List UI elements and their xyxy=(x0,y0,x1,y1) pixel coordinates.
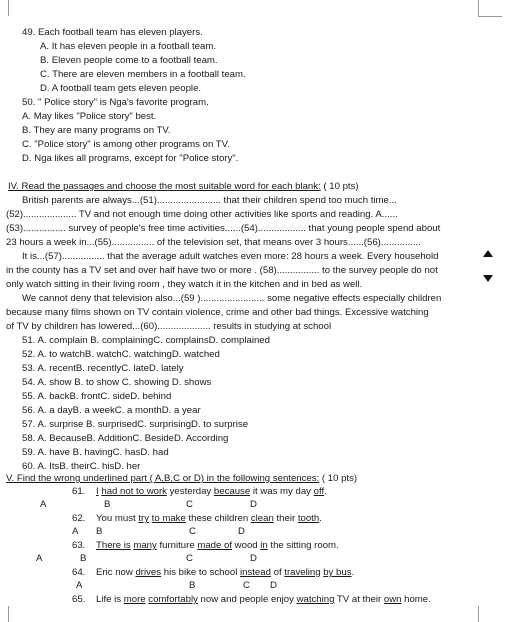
q65-sentence xyxy=(72,594,431,606)
section4-points: ( 10 pts) xyxy=(320,181,359,192)
q49-option-b: B. Eleven people come to a football team. xyxy=(40,55,218,66)
q62-text: these children xyxy=(185,513,251,524)
passage-line: It is...(57)................ that the average adult watches even more: 28 hours a week. Every household xyxy=(22,251,439,262)
q64-text: of xyxy=(270,567,285,578)
q62-text: . xyxy=(319,513,322,524)
scroll-down-icon[interactable] xyxy=(483,275,493,282)
q64-text: . xyxy=(351,567,355,578)
option-row: 57. A. surprise B. surprisedC. surprisingD. to surprise xyxy=(22,419,249,430)
q49-stem: 49. Each football team has eleven players. xyxy=(22,27,203,38)
corner-mark-bottom-left-v xyxy=(8,606,9,622)
q64-label-a: A xyxy=(76,580,83,591)
q61-text: it was my day xyxy=(250,486,314,497)
q64-part-c: traveling xyxy=(284,567,321,578)
q61-part-b: had not to work xyxy=(101,486,167,497)
q64-part-a: drives xyxy=(135,567,162,578)
section5-heading xyxy=(6,473,357,485)
q63-text: furniture xyxy=(156,540,198,551)
section5-points: ( 10 pts) xyxy=(319,473,358,484)
corner-mark-top-left-v xyxy=(8,0,9,16)
q63-text: the sitting room. xyxy=(267,540,339,551)
q64-part-d: by bus xyxy=(323,567,352,578)
q63-part-a: There is xyxy=(96,540,131,551)
corner-mark-top-right-h xyxy=(478,16,502,17)
q49-option-c: C. There are eleven members in a football team. xyxy=(40,69,246,80)
q62-part-c: clean xyxy=(250,513,274,524)
q65-part-c: watching xyxy=(296,594,335,605)
option-row: 52. A. to watchB. watchC. watchingD. watched xyxy=(22,349,220,360)
q62-part-b: to make xyxy=(151,513,186,524)
q62-label-c: C xyxy=(189,526,196,537)
q63-part-d: in xyxy=(260,540,268,551)
q62-text: their xyxy=(273,513,298,524)
q64-number: 64. xyxy=(72,567,86,578)
q63-label-d: D xyxy=(250,553,257,564)
scroll-arrows-control[interactable] xyxy=(477,250,499,282)
q61-label-a: A xyxy=(40,499,47,510)
passage-line: (53)................ survey of people's free time activities......(54).................. that young people spend about xyxy=(6,223,441,234)
q62-label-d: D xyxy=(238,526,245,537)
section4-heading-text: IV. Read the passages and choose the most suitable word for each blank: xyxy=(8,181,321,192)
q65-part-a: more xyxy=(123,594,146,605)
q61-text: . xyxy=(324,486,327,497)
q61-label-c: C xyxy=(186,499,193,510)
q65-part-d: own xyxy=(383,594,402,605)
option-row: 53. A. recentB. recentlyC. lateD. lately xyxy=(22,363,184,374)
option-row: 56. A. a dayB. a weekC. a monthD. a year xyxy=(22,405,201,416)
q61-part-c: because xyxy=(213,486,251,497)
q63-text: wood xyxy=(232,540,261,551)
passage-line: 23 hours a week in...(55)................ of the television set, that means over 3 hours......(56)............... xyxy=(6,237,421,248)
q62-text: You must xyxy=(96,513,139,524)
q62-part-a: try xyxy=(138,513,149,524)
option-row: 55. A. backB. frontC. sideD. behind xyxy=(22,391,172,402)
q65-text: home. xyxy=(401,594,431,605)
q64-text: his bike to school xyxy=(161,567,240,578)
q64-text: Eric now xyxy=(96,567,136,578)
q64-sentence xyxy=(72,567,354,579)
corner-mark-top-right-v xyxy=(478,0,479,16)
q65-part-b: comfortably xyxy=(148,594,198,605)
q64-label-d: D xyxy=(270,580,277,591)
q49-option-d: D. A football team gets eleven people. xyxy=(40,83,202,94)
q64-part-b: instead xyxy=(240,567,271,578)
q64-label-c: C xyxy=(243,580,250,591)
q61-part-d: off xyxy=(313,486,325,497)
q50-option-d: D. Nga likes all programs, except for "Police story". xyxy=(22,153,239,164)
q61-part-a: I xyxy=(96,486,99,497)
q65-text: Life is xyxy=(96,594,124,605)
q63-label-a: A xyxy=(36,553,43,564)
q49-option-a: A. It has eleven people in a football team. xyxy=(40,41,216,52)
section4-heading xyxy=(8,181,359,193)
q63-part-c: made of xyxy=(197,540,233,551)
passage-line: (52).................... TV and not enough time doing other activities like sports and reading. A...... xyxy=(6,209,398,220)
option-row: 58. A. BecauseB. AdditionC. BesideD. According xyxy=(22,433,229,444)
q61-label-b: B xyxy=(104,499,111,510)
passage-line: British parents are always...(51)........................ that their children spend too much time... xyxy=(22,195,397,206)
q62-part-d: tooth xyxy=(297,513,320,524)
q62-label-b: B xyxy=(96,526,103,537)
q61-label-d: D xyxy=(250,499,257,510)
q63-sentence xyxy=(72,540,339,552)
q63-part-b: many xyxy=(133,540,157,551)
option-row: 60. A. ItsB. theirC. hisD. her xyxy=(22,461,141,472)
q62-label-a: A xyxy=(72,526,79,537)
passage-line: of TV by children has lowered...(60).................... results in studying at school xyxy=(6,321,332,332)
q65-number: 65. xyxy=(72,594,86,605)
q61-sentence xyxy=(72,486,327,498)
q65-text: now and people enjoy xyxy=(197,594,297,605)
q50-option-b: B. They are many programs on TV. xyxy=(22,125,171,136)
q50-stem: 50. " Police story" is Nga's favorite program. xyxy=(22,97,209,108)
q50-option-c: C. "Police story" is among other programs on TV. xyxy=(22,139,230,150)
q64-label-b: B xyxy=(189,580,196,591)
option-row: 51. A. complain B. complainingC. complainsD. complained xyxy=(22,335,270,346)
q63-number: 63. xyxy=(72,540,86,551)
passage-line: only watch sitting in their living room , they watch it in the kitchen and in bed as well. xyxy=(6,279,363,290)
q61-text: yesterday xyxy=(166,486,214,497)
q50-option-a: A. May likes "Police story" best. xyxy=(22,111,157,122)
q65-text: TV at their xyxy=(334,594,384,605)
passage-line: in the county has a TV set and over half have two or more . (58)................ to the survey people do not xyxy=(6,265,438,276)
option-row: 59. A. have B. havingC. hasD. had xyxy=(22,447,169,458)
scroll-up-icon[interactable] xyxy=(483,250,493,257)
section5-heading-text: V. Find the wrong underlined part ( A,B,C or D) in the following sentences: xyxy=(6,473,320,484)
option-row: 54. A. show B. to show C. showing D. shows xyxy=(22,377,212,388)
q61-number: 61. xyxy=(72,486,86,497)
q62-number: 62. xyxy=(72,513,86,524)
passage-line: because many films shown on TV contain violence, crime and other bad things. Excessive watching xyxy=(6,307,429,318)
q62-sentence xyxy=(72,513,322,525)
q63-label-b: B xyxy=(80,553,87,564)
passage-line: We cannot deny that television also...(59 )........................ some negative effects especially children xyxy=(22,293,442,304)
q63-label-c: C xyxy=(186,553,193,564)
corner-mark-bottom-right-v xyxy=(478,606,479,622)
